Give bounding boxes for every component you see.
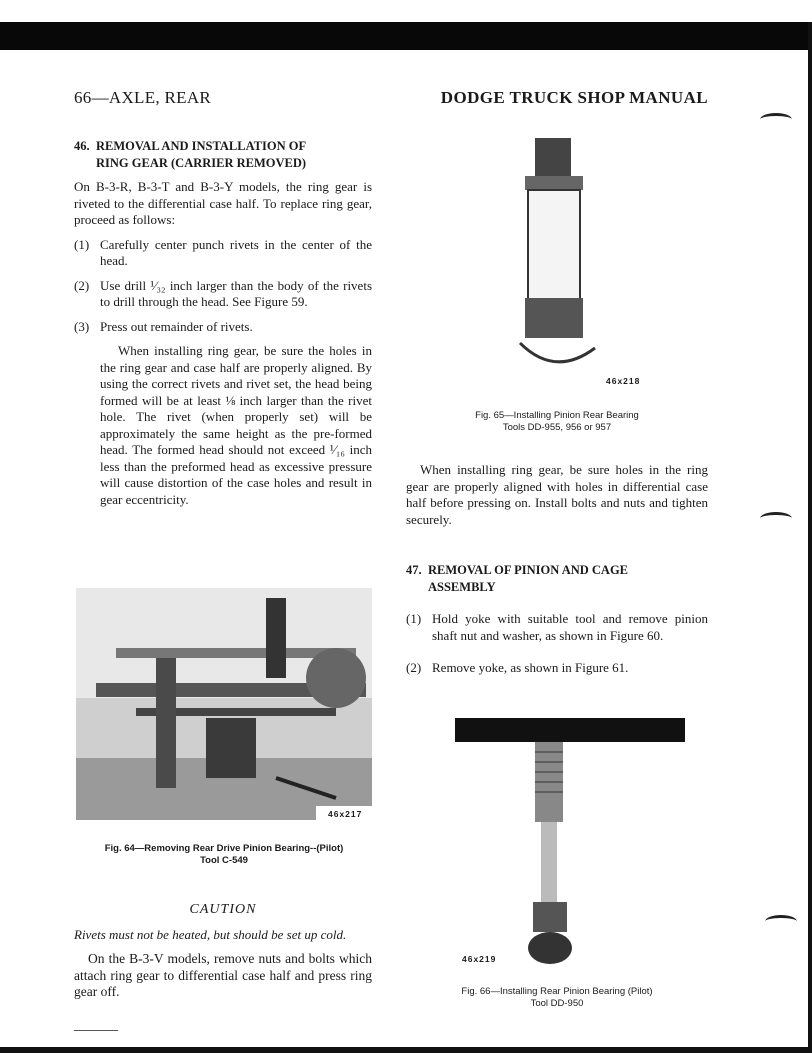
caution-text: Rivets must not be heated, but should be set up cold. — [74, 926, 347, 942]
figure-64-id: 46x217 — [328, 809, 363, 819]
caption-line: Fig. 64—Removing Rear Drive Pinion Bearing--(Pilot) — [104, 843, 344, 854]
step-text: Hold yoke with suitable tool and remove pinion shaft nut and washer, as shown in Figure 60. — [432, 611, 708, 643]
step-number: (2) — [74, 277, 90, 293]
step-text: Use drill ¹⁄₃₂ inch larger than the body of the rivets to drill through the head. See Figure 59. — [100, 277, 372, 309]
section-47-heading — [406, 562, 708, 595]
caption-line: Tools DD-955, 956 or 957 — [502, 422, 612, 433]
heading-line: ASSEMBLY — [428, 579, 496, 594]
figure-66-id: 46x219 — [462, 954, 497, 964]
step-number: (2) — [406, 660, 422, 675]
section-46-heading — [74, 138, 372, 171]
scan-top-border — [0, 22, 812, 50]
figure-66-photo — [455, 718, 685, 973]
figure-65-id: 46x218 — [606, 376, 641, 386]
figure-65-photo — [500, 138, 610, 378]
section-number: 47. — [406, 563, 422, 577]
install-paragraph: When installing ring gear, be sure the holes in the ring gear and case half are properly aligned. By using the correct rivets and rivet set, the head being formed will be at least ⅛ inch larger than the rivet hole. The rivet (when properly set) will be approximately the same height as the pre-formed head. The formed head should not exceed ¹⁄₁₆ inch less than the preformed head as excessive pressure will cause distortion of the case holes and result in gear eccentricity. — [100, 343, 372, 507]
left-column-bottom — [74, 890, 372, 1009]
heading-line: RING GEAR (CARRIER REMOVED) — [96, 155, 307, 170]
figure-65-caption — [406, 410, 708, 434]
step-number: (1) — [74, 236, 90, 252]
scan-bottom-border — [0, 1047, 812, 1053]
footer-rule — [74, 1030, 118, 1031]
list-item — [74, 237, 372, 270]
figure-64-photo — [76, 588, 372, 820]
section-number: 46. — [74, 139, 90, 153]
list-item — [74, 319, 372, 336]
scan-right-border — [808, 22, 812, 1053]
b3v-paragraph: On the B-3-V models, remove nuts and bolts which attach ring gear to differential case half and press ring gear off. — [74, 951, 372, 999]
binding-mark — [765, 915, 797, 928]
figure-66-caption — [406, 986, 708, 1010]
caption-line: Fig. 65—Installing Pinion Rear Bearing — [475, 410, 639, 421]
left-column — [74, 138, 372, 516]
binding-mark — [760, 512, 792, 525]
caption-line: Fig. 66—Installing Rear Pinion Bearing (Pilot) — [461, 986, 653, 997]
heading-line: REMOVAL AND INSTALLATION OF — [96, 139, 307, 153]
figure-64-caption — [76, 843, 372, 867]
step-number: (1) — [406, 611, 422, 626]
page-header-title: DODGE TRUCK SHOP MANUAL — [440, 88, 708, 107]
right-column — [406, 462, 708, 685]
step-text: Carefully center punch rivets in the center of the head. — [100, 236, 372, 268]
caption-line: Tool DD-950 — [530, 998, 584, 1009]
step-text: Press out remainder of rivets. — [100, 318, 253, 334]
page-header-section: 66—AXLE, REAR — [74, 88, 212, 107]
list-item — [406, 660, 708, 677]
step-number: (3) — [74, 318, 90, 334]
binding-mark — [760, 113, 792, 126]
list-item — [406, 611, 708, 644]
caption-line: Tool C-549 — [200, 855, 248, 866]
heading-line: REMOVAL OF PINION AND CAGE — [428, 563, 629, 577]
step-text: Remove yoke, as shown in Figure 61. — [432, 660, 629, 675]
intro-paragraph: On B-3-R, B-3-T and B-3-Y models, the ring gear is riveted to the differential case half. To replace ring gear, proceed as follows: — [74, 179, 372, 227]
ring-gear-paragraph: When installing ring gear, be sure holes in the ring gear are properly aligned with holes in differential case half before pressing on. Install bolts and nuts and tighten securely. — [406, 462, 708, 527]
list-item — [74, 278, 372, 311]
caution-title: CAUTION — [189, 902, 257, 917]
